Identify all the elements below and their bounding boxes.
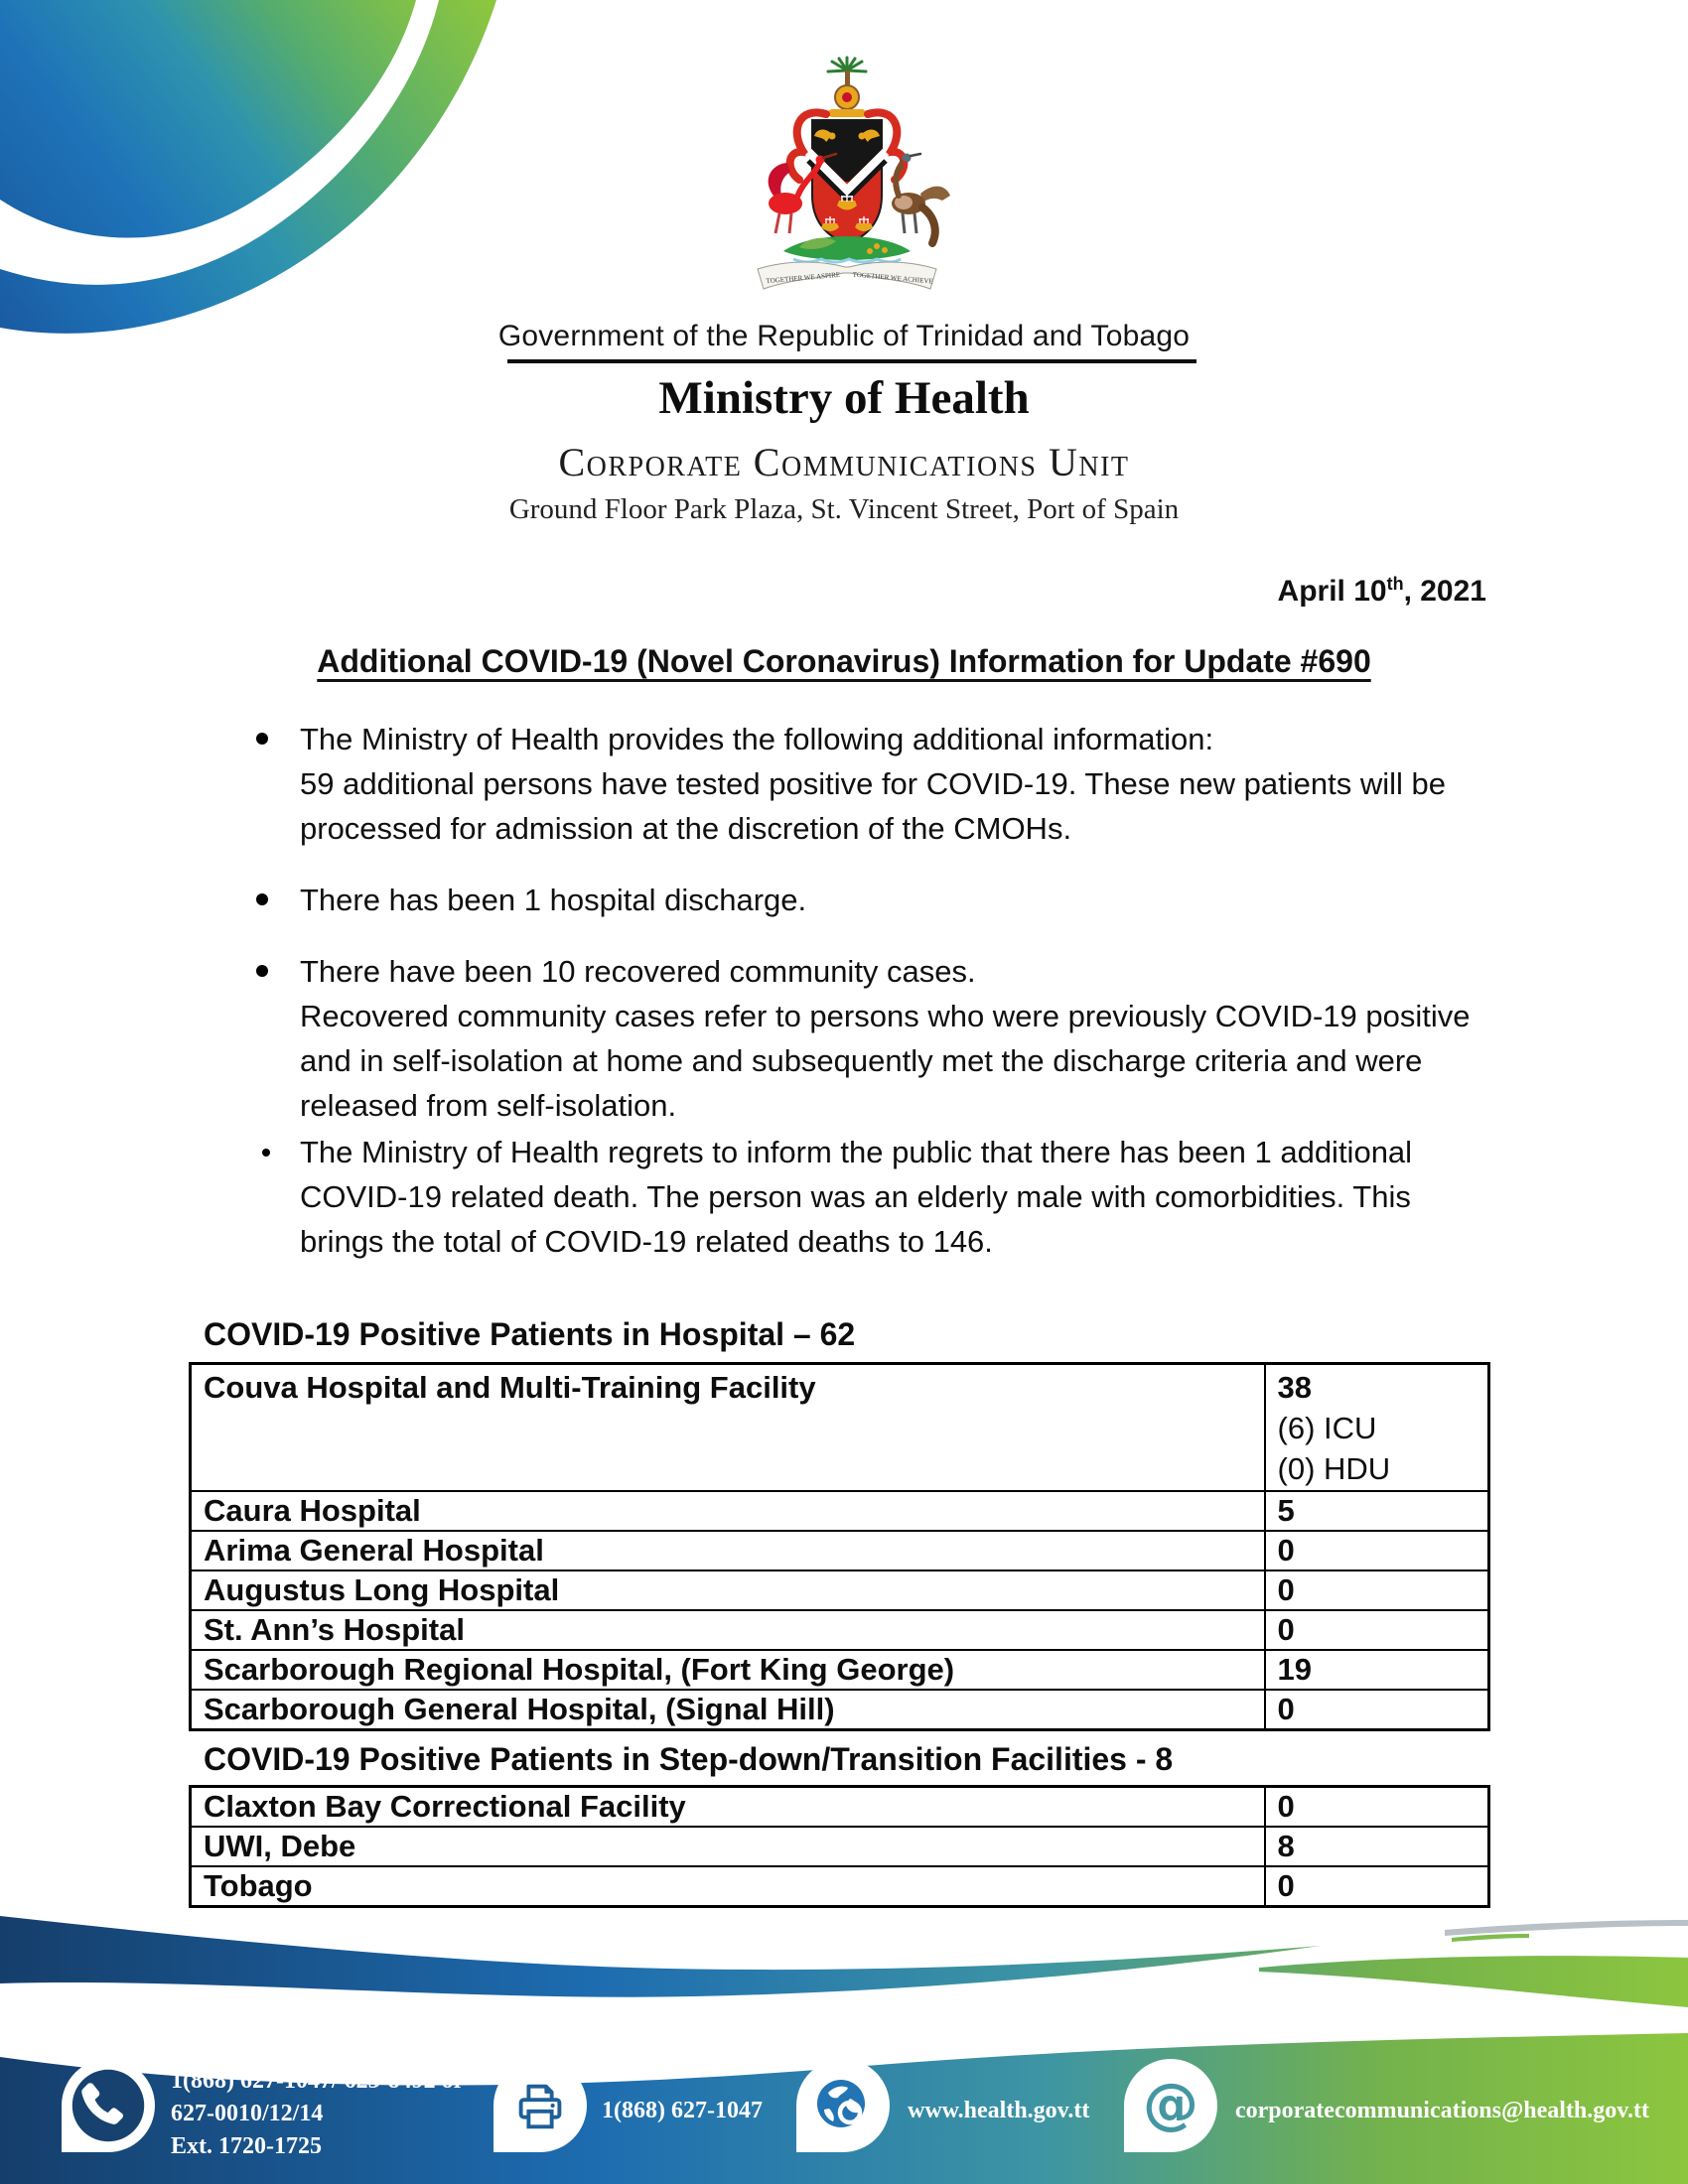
table-row	[191, 1690, 1489, 1730]
hospital-value-cell: 0	[1265, 1610, 1489, 1650]
hospital-table	[189, 1362, 1490, 1731]
phone-numbers: 1(868) 627-1047/ 623-8492 or 627-0010/12/14 Ext. 1720-1725	[171, 2068, 465, 2159]
facility-value-cell: 8	[1265, 1827, 1489, 1866]
hospital-value-cell: 0	[1265, 1570, 1489, 1610]
table-row	[191, 1364, 1489, 1492]
bullet-dot	[254, 878, 300, 922]
table-row	[191, 1491, 1489, 1531]
bullet-text	[300, 1130, 1489, 1264]
hospital-value-cell: 38 (6) ICU (0) HDU	[1265, 1364, 1489, 1492]
hospital-name-cell: Arima General Hospital	[191, 1531, 1265, 1570]
hospital-name-cell: Couva Hospital and Multi-Training Facility	[191, 1364, 1265, 1492]
bullet-line: There have been 10 recovered community cases.	[300, 954, 976, 989]
date	[1278, 574, 1486, 609]
bullet-text	[300, 878, 1489, 922]
hospital-table-heading: COVID-19 Positive Patients in Hospital – 62	[204, 1316, 856, 1352]
bullet-line: Recovered community cases refer to persons who were previously COVID-19 positive and in self-isolation at home and subsequently met the discharge criteria and were released from self-isolation.	[300, 999, 1471, 1123]
phone-icon	[62, 2059, 155, 2152]
bullet-dot	[254, 1130, 300, 1264]
table-row	[191, 1827, 1489, 1866]
fax-number: 1(868) 627-1047	[602, 2098, 763, 2123]
bullet-item	[254, 949, 1489, 1128]
website-url: www.health.gov.tt	[908, 2098, 1090, 2123]
facility-name-cell: Claxton Bay Correctional Facility	[191, 1787, 1265, 1828]
palm-crest	[828, 58, 866, 86]
coat-of-arms	[728, 55, 966, 301]
table-row	[191, 1570, 1489, 1610]
facility-value-cell: 0	[1265, 1787, 1489, 1828]
motto-right: TOGETHER WE ACHIEVE	[852, 270, 934, 286]
hospital-name-cell: Scarborough Regional Hospital, (Fort King George)	[191, 1650, 1265, 1690]
header-rule	[507, 359, 1196, 363]
bullet-dot	[254, 717, 300, 851]
bullet-item	[254, 1130, 1489, 1264]
hospital-value-cell: 19	[1265, 1650, 1489, 1690]
bullet-text	[300, 949, 1489, 1128]
globe-icon	[796, 2059, 890, 2152]
table-row	[191, 1866, 1489, 1907]
bullet-item	[254, 878, 1489, 922]
email-address: corporatecommunications@health.gov.tt	[1235, 2098, 1649, 2123]
bullet-item	[254, 717, 1489, 851]
bullet-line: The Ministry of Health provides the following additional information:	[300, 722, 1214, 756]
address-line: Ground Floor Park Plaza, St. Vincent Street, Port of Spain	[508, 493, 1180, 525]
stepdown-table	[189, 1785, 1490, 1908]
document-title-text: Additional COVID-19 (Novel Coronavirus) Information for Update #690	[317, 643, 1371, 679]
motto-left: TOGETHER WE ASPIRE	[766, 270, 841, 286]
table-row	[191, 1610, 1489, 1650]
table-row	[191, 1787, 1489, 1828]
government-line: Government of the Republic of Trinidad and Tobago	[497, 320, 1191, 352]
bullet-line: There has been 1 hospital discharge.	[300, 883, 807, 917]
bullet-line: The Ministry of Health regrets to inform the public that there has been 1 additional COVID-19 related death. The person was an elderly male with comorbidities. This brings the total of COVID-19 related deaths to 146.	[300, 1135, 1413, 1259]
mound	[783, 236, 911, 262]
bullet-text	[300, 717, 1489, 851]
hospital-name-cell: St. Ann’s Hospital	[191, 1610, 1265, 1650]
unit-title: Corporate Communications Unit	[558, 440, 1130, 484]
bullet-dot	[254, 949, 300, 1128]
facility-value-cell: 0	[1265, 1866, 1489, 1907]
table-row	[191, 1650, 1489, 1690]
at-symbol: @	[1143, 2071, 1198, 2136]
ministry-title: Ministry of Health	[658, 372, 1030, 424]
hospital-value-cell: 0	[1265, 1531, 1489, 1570]
at-icon	[1124, 2059, 1217, 2152]
hospital-name-cell: Scarborough General Hospital, (Signal Hill)	[191, 1690, 1265, 1730]
hospital-value-cell: 0	[1265, 1690, 1489, 1730]
hospital-name-cell: Augustus Long Hospital	[191, 1570, 1265, 1610]
date-prefix: April 10	[1277, 575, 1387, 608]
bullet-line: 59 additional persons have tested positive for COVID-19. These new patients will be processed for admission at the discretion of the CMOHs.	[300, 766, 1446, 846]
hospital-value-cell: 5	[1265, 1491, 1489, 1531]
table-row	[191, 1531, 1489, 1570]
stepdown-table-heading: COVID-19 Positive Patients in Step-down/Transition Facilities - 8	[204, 1741, 1174, 1777]
bullet-list	[254, 717, 1489, 1291]
document-title	[0, 643, 1688, 680]
date-superscript: th	[1386, 574, 1404, 594]
cocrico	[892, 154, 950, 244]
fax-icon	[493, 2059, 587, 2152]
motto-ribbon	[758, 262, 936, 289]
facility-name-cell: Tobago	[191, 1866, 1265, 1907]
corner-wave-decoration	[0, 0, 556, 357]
hospital-name-cell: Caura Hospital	[191, 1491, 1265, 1531]
facility-name-cell: UWI, Debe	[191, 1827, 1265, 1866]
date-suffix: , 2021	[1403, 575, 1486, 608]
